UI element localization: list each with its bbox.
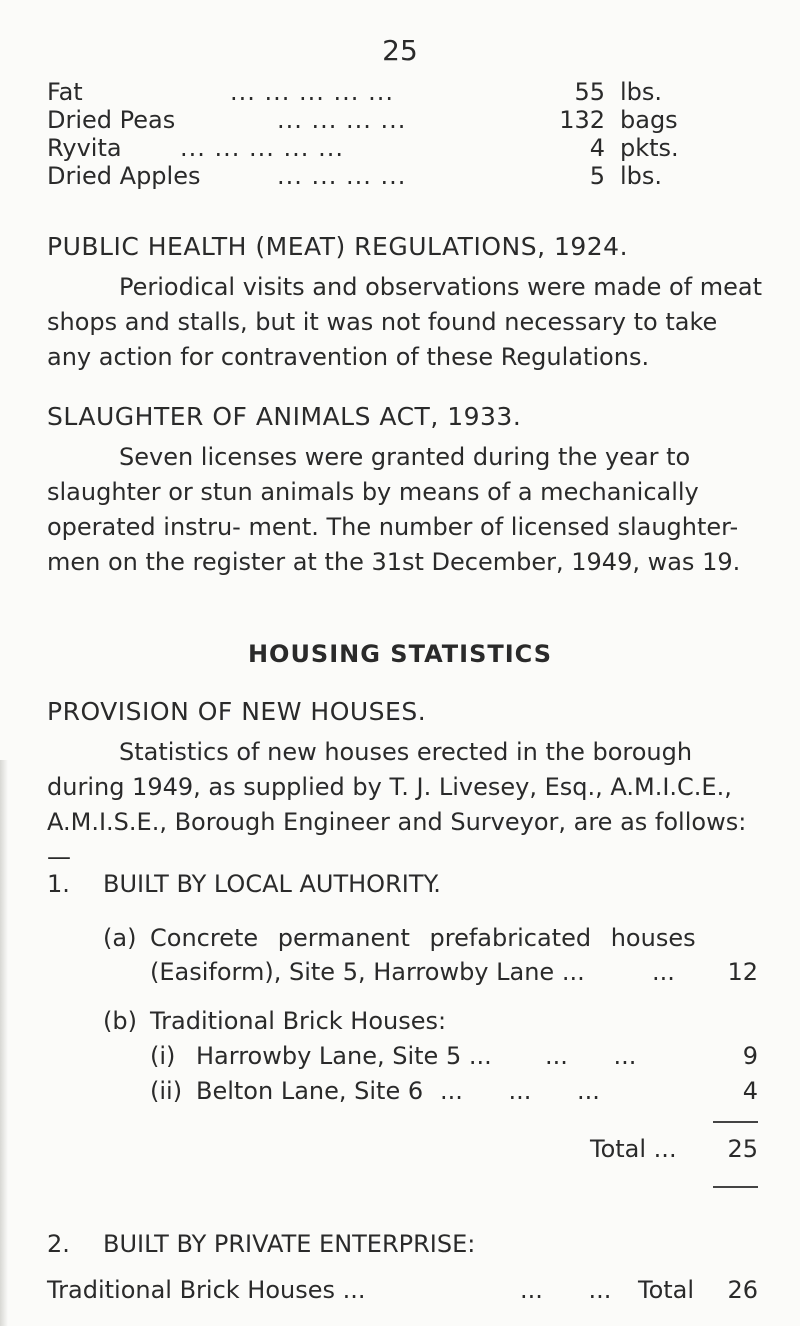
item-a-marker: (a) <box>103 924 137 952</box>
section2-total-label: Total <box>638 1276 695 1304</box>
leader-dots: ... ... ... ... <box>277 162 407 190</box>
item-label: Ryvita <box>47 134 122 162</box>
item-label: Dried Apples <box>47 162 201 190</box>
item-unit: pkts. <box>620 134 679 162</box>
total-rule-bottom <box>713 1186 758 1188</box>
item-unit: lbs. <box>620 162 663 190</box>
section-heading-provision: PROVISION OF NEW HOUSES. <box>47 697 427 726</box>
section2-total-value: 26 <box>727 1276 758 1304</box>
item-unit: bags <box>620 106 678 134</box>
item-bi-value: 9 <box>742 1042 758 1070</box>
item-bi-marker: (i) <box>150 1042 176 1070</box>
leader-dots: ... ... ... ... ... <box>230 78 394 106</box>
item-label: Fat <box>47 78 83 106</box>
item-bii-value: 4 <box>742 1077 758 1105</box>
leader-dots: ... ... ... ... <box>277 106 407 134</box>
meat-paragraph <box>47 270 765 375</box>
item-label: Dried Peas <box>47 106 176 134</box>
total-label: Total ... <box>590 1135 677 1163</box>
section1-heading: BUILT BY LOCAL AUTHORITY. <box>103 870 441 898</box>
page-number: 25 <box>382 34 418 67</box>
item-quantity: 4 <box>589 134 605 162</box>
item-a-line1: Concrete permanent prefabricated houses <box>150 924 696 952</box>
housing-intro-text: Statistics of new houses erected in the borough during 1949, as supplied by T. J. Livesey, Esq., A.M.I.C.E., A.M.I.S.E., Borough Engineer and Surveyor, are as follows:— <box>47 738 747 871</box>
item-bii-marker: (ii) <box>150 1077 183 1105</box>
leader-dots: ... ... ... <box>440 1077 600 1105</box>
item-quantity: 5 <box>589 162 605 190</box>
scan-shadow-edge <box>0 760 8 1326</box>
item-bii-label: Belton Lane, Site 6 <box>196 1077 424 1105</box>
item-a-line2: (Easiform), Site 5, Harrowby Lane ... <box>150 958 585 986</box>
housing-intro-paragraph <box>47 735 765 875</box>
total-rule-top <box>713 1121 758 1123</box>
item-quantity: 132 <box>559 106 605 134</box>
item-bi-label: Harrowby Lane, Site 5 ... <box>196 1042 492 1070</box>
leader-dots: ... ... <box>545 1042 637 1070</box>
section-heading-meat: PUBLIC HEALTH (MEAT) REGULATIONS, 1924. <box>47 232 629 261</box>
item-b-heading: Traditional Brick Houses: <box>150 1007 447 1035</box>
item-unit: lbs. <box>620 78 663 106</box>
leader-dots: ... ... ... ... ... <box>180 134 344 162</box>
housing-title: HOUSING STATISTICS <box>247 640 553 668</box>
total-value: 25 <box>727 1135 758 1163</box>
section2-number: 2. <box>47 1230 70 1258</box>
leader-dots: ... ... <box>520 1276 612 1304</box>
section2-label: Traditional Brick Houses ... <box>47 1276 366 1304</box>
item-b-marker: (b) <box>103 1007 137 1035</box>
section-heading-slaughter: SLAUGHTER OF ANIMALS ACT, 1933. <box>47 402 522 431</box>
slaughter-paragraph <box>47 440 765 580</box>
slaughter-paragraph-text: Seven licenses were granted during the year to slaughter or stun animals by means of a mechanically operated instru- ment. The number of licensed slaughter-men on the register at the 31st December, 1949, was 19. <box>47 443 741 576</box>
section2-heading: BUILT BY PRIVATE ENTERPRISE: <box>103 1230 476 1258</box>
item-quantity: 55 <box>574 78 605 106</box>
meat-paragraph-text: Periodical visits and observations were made of meat shops and stalls, but it was not found necessary to take any action for contravention of these Regulations. <box>47 273 763 371</box>
section1-number: 1. <box>47 870 70 898</box>
item-a-value: 12 <box>727 958 758 986</box>
leader-dots: ... <box>652 958 675 986</box>
